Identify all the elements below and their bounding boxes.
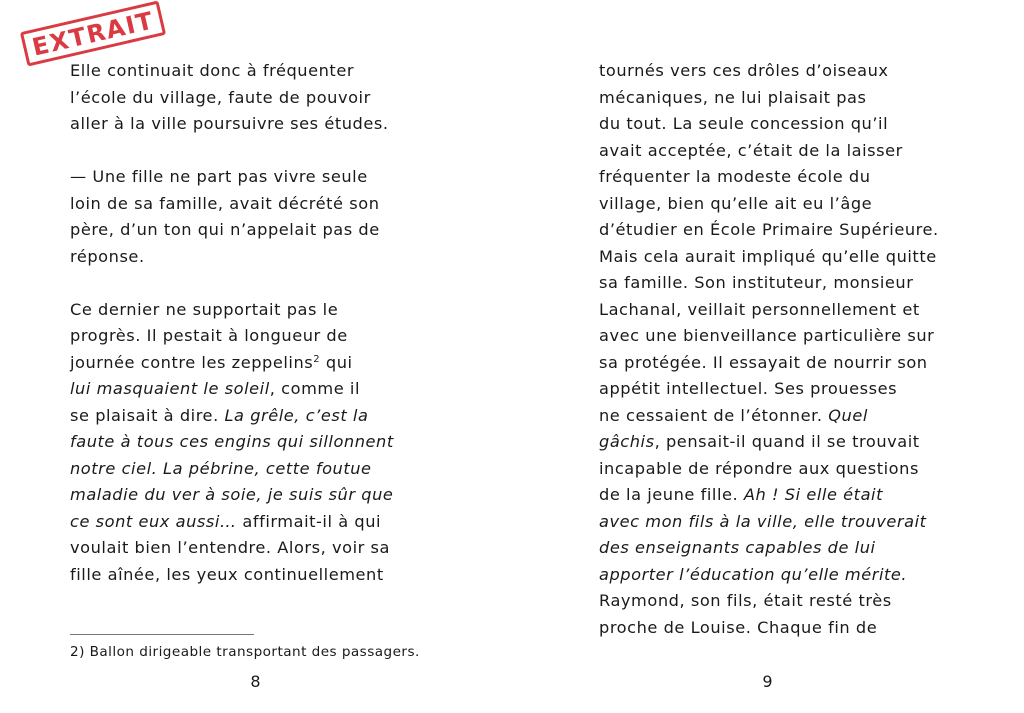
italic-text-run: des enseignants capables de lui xyxy=(599,538,876,557)
text-line xyxy=(70,350,394,377)
text-line xyxy=(599,111,939,138)
text-run: , pensait-il quand il se trouvait xyxy=(654,432,920,451)
text-run: tournés vers ces drôles d’oiseaux xyxy=(599,61,889,80)
footnote-divider xyxy=(70,634,254,635)
text-line xyxy=(599,217,939,244)
text-run: progrès. Il pestait à longueur de xyxy=(70,326,348,345)
text-line xyxy=(599,429,939,456)
text-run: d’étudier en École Primaire Supérieure. xyxy=(599,220,939,239)
text-line xyxy=(599,297,939,324)
footnote-marker: 2 xyxy=(313,353,321,365)
text-line xyxy=(599,482,939,509)
text-line xyxy=(599,403,939,430)
text-line xyxy=(599,562,939,589)
text-run: fille aînée, les yeux continuellement xyxy=(70,564,384,584)
text-line xyxy=(599,456,939,483)
text-line xyxy=(70,403,394,430)
text-line xyxy=(599,615,939,642)
text-run: de la jeune fille. xyxy=(599,485,744,504)
text-line xyxy=(70,270,394,297)
text-run: appétit intellectuel. Ses prouesses xyxy=(599,379,898,398)
text-run: village, bien qu’elle ait eu l’âge xyxy=(599,193,873,213)
text-run: réponse. xyxy=(70,246,145,266)
text-line xyxy=(599,58,939,85)
text-line xyxy=(70,244,394,271)
text-line xyxy=(70,535,394,562)
page-number-right: 9 xyxy=(762,672,774,691)
italic-text-run: maladie du ver à soie, je suis sûr que xyxy=(70,485,394,504)
extrait-stamp: EXTRAIT xyxy=(20,0,166,66)
text-run: avait acceptée, c’était de la laisser xyxy=(599,140,903,160)
page-number-left: 8 xyxy=(250,672,262,691)
text-line xyxy=(70,482,394,509)
italic-text-run: ce sont eux aussi… xyxy=(70,511,237,531)
text-line xyxy=(599,270,939,297)
text-line xyxy=(70,429,394,456)
text-run: aller à la ville poursuivre ses études. xyxy=(70,114,389,133)
text-run: Elle continuait donc à fréquenter xyxy=(70,61,355,80)
text-line xyxy=(70,456,394,483)
text-line xyxy=(599,350,939,377)
text-line xyxy=(70,164,394,191)
text-run: sa famille. Son instituteur, monsieur xyxy=(599,273,914,292)
text-run: loin de sa famille, avait décrété son xyxy=(70,193,380,213)
text-run: incapable de répondre aux questions xyxy=(599,458,919,478)
page-right xyxy=(512,0,1024,713)
text-line xyxy=(599,191,939,218)
italic-text-run: notre ciel. La pébrine, cette foutue xyxy=(70,458,372,478)
text-run: voulait bien l’entendre. Alors, voir sa xyxy=(70,538,390,557)
text-line xyxy=(70,138,394,165)
text-run: se plaisait à dire. xyxy=(70,405,225,425)
italic-text-run: faute à tous ces engins qui sillonnent xyxy=(70,432,394,451)
text-line xyxy=(599,588,939,615)
text-run: du tout. La seule concession qu’il xyxy=(599,114,889,133)
text-line xyxy=(599,509,939,536)
text-run: Mais cela aurait impliqué qu’elle quitte xyxy=(599,246,937,266)
italic-text-run: lui masquaient le soleil xyxy=(70,379,270,398)
right-page-text xyxy=(599,58,939,641)
text-run: affirmait-il à qui xyxy=(236,511,382,531)
text-run: , comme il xyxy=(269,379,361,398)
text-run: l’école du village, faute de pouvoir xyxy=(70,87,371,107)
text-line xyxy=(599,376,939,403)
italic-text-run: apporter l’éducation qu’elle mérite. xyxy=(599,564,908,584)
text-line xyxy=(70,376,394,403)
text-line xyxy=(599,244,939,271)
text-line xyxy=(599,85,939,112)
footnote: 2) Ballon dirigeable transportant des passagers. xyxy=(70,644,420,660)
italic-text-run: La grêle, c’est la xyxy=(224,405,369,425)
text-line xyxy=(70,323,394,350)
text-line xyxy=(70,297,394,324)
text-run: avec une bienveillance particulière sur xyxy=(599,326,935,345)
text-line xyxy=(599,164,939,191)
left-page-text xyxy=(70,58,394,588)
text-line xyxy=(70,191,394,218)
text-line xyxy=(599,535,939,562)
text-run: proche de Louise. Chaque fin de xyxy=(599,617,878,637)
text-line xyxy=(70,509,394,536)
text-run: ne cessaient de l’étonner. xyxy=(599,405,829,425)
text-run: fréquenter la modeste école du xyxy=(599,167,871,186)
text-line xyxy=(599,323,939,350)
italic-text-run: avec mon fils à la ville, elle trouverait xyxy=(599,511,927,531)
text-line xyxy=(70,58,394,85)
text-run: Lachanal, veillait personnellement et xyxy=(599,299,920,319)
text-run: sa protégée. Il essayait de nourrir son xyxy=(599,352,928,372)
text-run: mécaniques, ne lui plaisait pas xyxy=(599,87,867,107)
text-run: journée contre les zeppelins xyxy=(70,352,314,372)
text-run: Raymond, son fils, était resté très xyxy=(599,591,892,610)
text-run: père, d’un ton qui n’appelait pas de xyxy=(70,220,380,239)
text-line xyxy=(70,85,394,112)
text-line xyxy=(70,562,394,589)
italic-text-run: gâchis xyxy=(599,432,655,451)
text-run: — Une fille ne part pas vivre seule xyxy=(70,167,368,186)
text-line xyxy=(599,138,939,165)
italic-text-run: Quel xyxy=(828,405,868,425)
text-run: Ce dernier ne supportait pas le xyxy=(70,299,339,319)
text-run: qui xyxy=(320,352,353,372)
text-line xyxy=(70,111,394,138)
text-line xyxy=(70,217,394,244)
italic-text-run: Ah ! Si elle était xyxy=(743,485,883,504)
